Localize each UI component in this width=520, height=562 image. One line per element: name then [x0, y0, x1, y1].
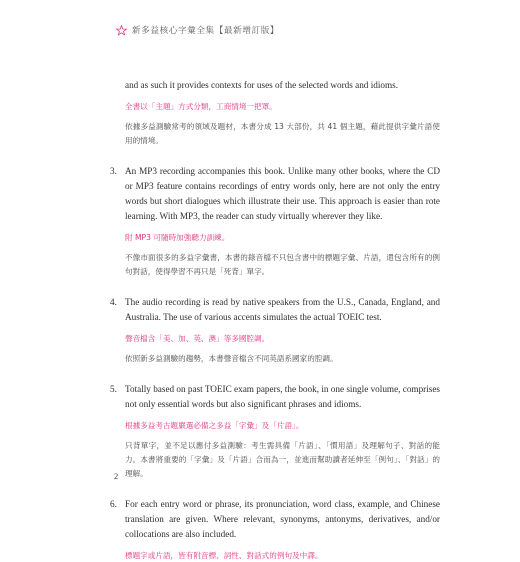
item-chinese-highlight: 標題字或片語，皆有附音標、詞性、對話式的例句及中譯。 [125, 551, 323, 560]
list-item [110, 382, 440, 481]
item-english-text: Totally based on past TOEIC exam papers, the book, in one single volume, comprises not only essential words but also significant phrases and idioms. [125, 384, 440, 409]
list-item [110, 164, 440, 279]
intro-chinese-highlight: 全書以「主題」方式分類，工商情境一把罩。 [125, 102, 277, 111]
item-number: 5. [110, 384, 117, 394]
page-number: 2 [114, 471, 119, 481]
item-chinese-highlight: 聲音檔含「美、加、英、澳」等多國腔調。 [125, 334, 270, 343]
item-number: 4. [110, 297, 117, 307]
list-item [110, 497, 440, 562]
book-title: 新多益核心字彙全集【最新增訂版】 [132, 26, 280, 36]
item-chinese-highlight: 附 MP3 可隨時加強聽力訓練。 [125, 233, 230, 242]
intro-chinese-text: 依據多益測驗常考的領域及題材，本書分成 13 大部份，共 41 個主題，藉此提供字彙片語使用的情境。 [125, 122, 440, 145]
intro-english-text: and as such it provides contexts for uses of the selected words and idioms. [125, 80, 399, 90]
star-icon [116, 25, 127, 36]
running-header [116, 24, 279, 36]
item-english-text: For each entry word or phrase, its pronunciation, word class, example, and Chinese translation are given. Where relevant, synonyms, antonyms, derivatives, and/or collocations are also included. [125, 499, 440, 539]
page-content [110, 62, 440, 562]
item-chinese-text: 不像市面很多的多益字彙書，本書的錄音檔不只包含書中的標題字彙、片語，還包含所有的例句對話，使得學習不再只是「死背」單字。 [125, 253, 440, 276]
item-chinese-text: 只背單字，並不足以應付多益測驗：考生需具備「片語」、「慣用語」及理解句子、對話的能力。本書將重要的「字彙」及「片語」合而為一，並進而幫助讀者延伸至「例句」、「對話」的理解。 [125, 441, 440, 478]
item-number: 3. [110, 166, 117, 176]
item-english-text: An MP3 recording accompanies this book. Unlike many other books, where the CD or MP3 feature contains recordings of entry words only, here are not only the entry words but short dialogues which illustrate their use. This approach is easier than rote learning. With MP3, the reader can study virtually wherever they like. [125, 166, 440, 221]
item-english-text: The audio recording is read by native speakers from the U.S., Canada, England, and Australia. The use of various accents simulates the actual TOEIC test. [125, 297, 440, 322]
item-number: 6. [110, 499, 117, 509]
item-chinese-highlight: 根據多益考古題嚴選必備之多益「字彙」及「片語」。 [125, 421, 304, 430]
item-chinese-text: 依照新多益測驗的趨勢，本書聲音檔含不同英語系國家的腔調。 [125, 354, 338, 363]
intro-section [110, 78, 440, 148]
list-item [110, 295, 440, 366]
